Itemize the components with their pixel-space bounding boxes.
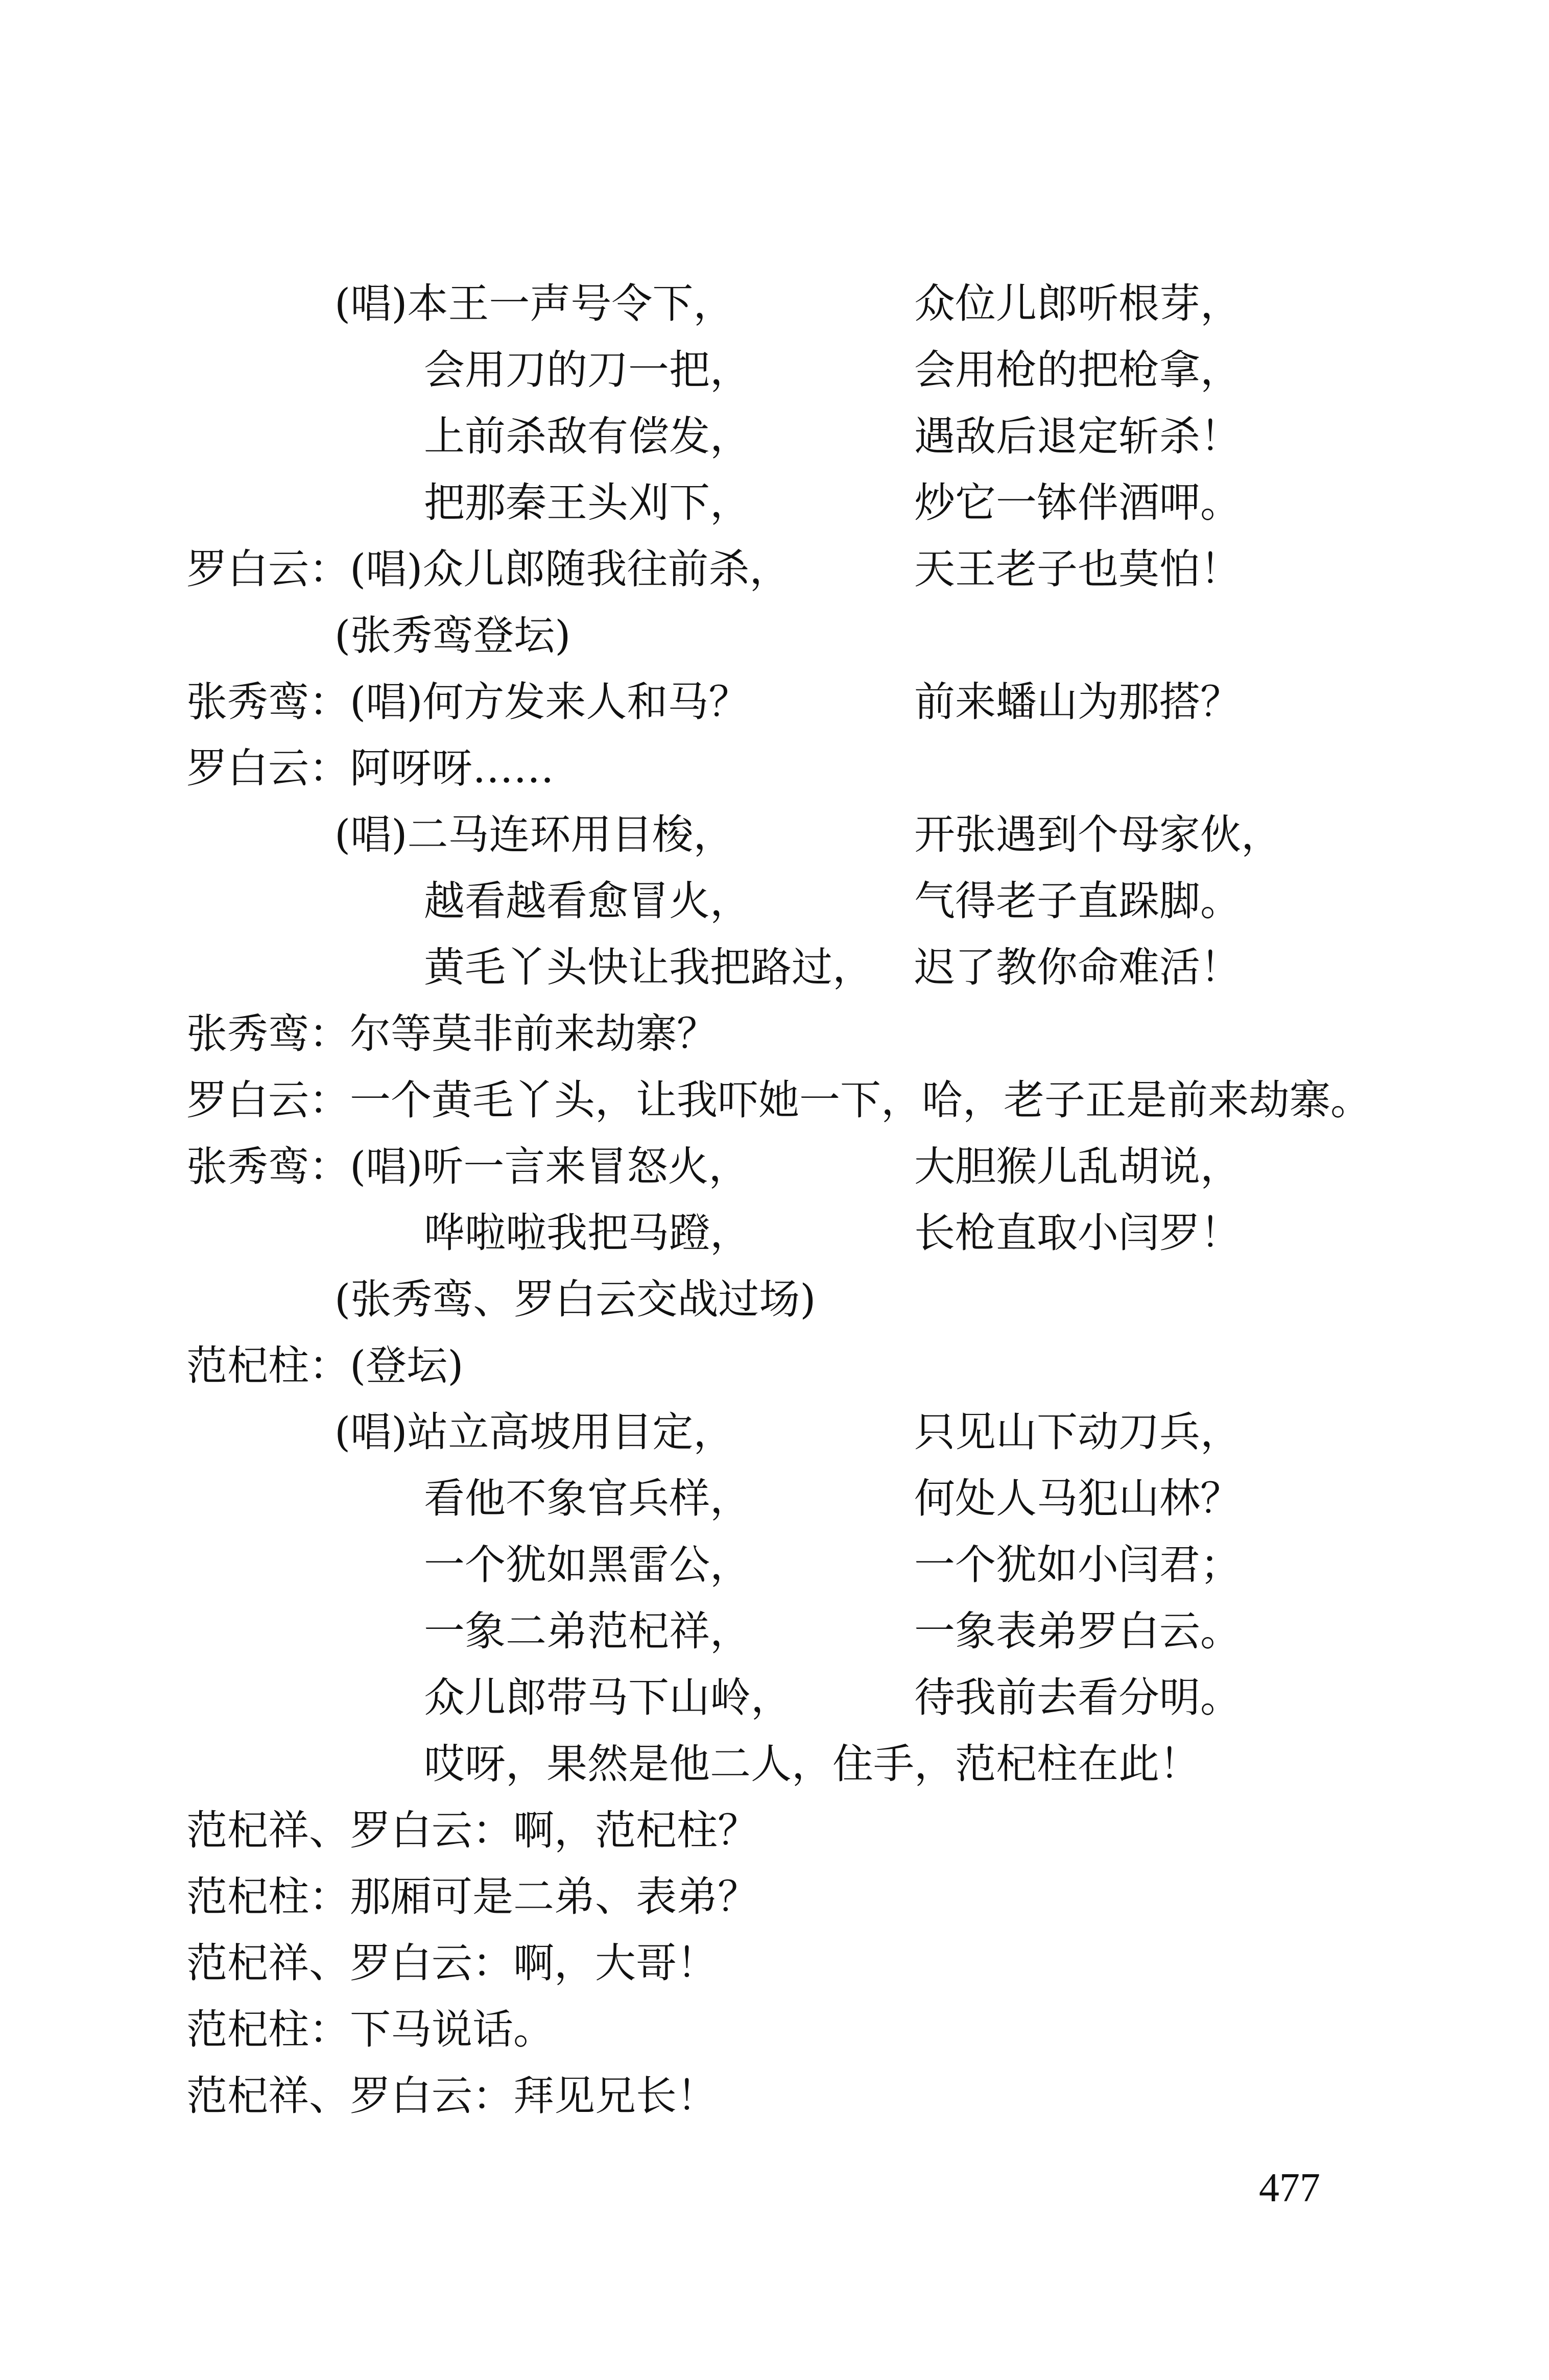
dialogue-text: 范杞柱：那厢可是二弟、表弟？ [186,1873,758,1920]
verse-line [0,868,1549,934]
verse-first-half: 黄毛丫头快让我把路过， [424,944,873,991]
verse-first-half: 哗啦啦我把马蹬， [424,1209,751,1257]
verse-second-half: 前来蟠山为那搭？ [914,678,1241,726]
dialogue-text: 范杞祥、罗白云：啊，大哥！ [186,1939,718,1987]
dialogue-text: 张秀鸾：尔等莫非前来劫寨？ [186,1010,718,1057]
verse-first-half: 张秀鸾：(唱)何方发来人和马？ [186,678,750,726]
verse-line [0,271,1549,337]
dialogue-line [0,1067,1549,1134]
verse-first-half: 上前杀敌有偿发， [424,413,751,460]
verse-second-half: 天王老子也莫怕！ [914,545,1241,593]
verse-second-half: 一个犹如小闫君； [914,1541,1241,1589]
stage-direction [0,1266,1549,1333]
verse-second-half: 众位儿郎听根芽， [914,280,1241,327]
verse-first-half: 众儿郎带马下山岭， [424,1674,792,1721]
dialogue-text: 范杞柱：下马说话。 [186,2006,554,2053]
verse-line [0,1665,1549,1731]
verse-first-half: (唱)站立高坡用目定， [335,1408,734,1456]
dialogue-line [0,1333,1549,1399]
verse-second-half: 待我前去看分明。 [914,1674,1241,1721]
dialogue-line [0,1997,1549,2063]
verse-line [0,1598,1549,1665]
verse-first-half: 会用刀的刀一把， [424,346,751,394]
verse-second-half: 只见山下动刀兵， [914,1408,1241,1456]
verse-first-half: 一个犹如黑雷公， [424,1541,751,1589]
verse-line [0,337,1549,403]
verse-line [0,669,1549,735]
verse-first-half: 罗白云：(唱)众儿郎随我往前杀， [186,545,791,593]
verse-second-half: 气得老子直跺脚。 [914,877,1241,925]
verse-line [0,1465,1549,1532]
verse-first-half: 一象二弟范杞祥， [424,1607,751,1655]
dialogue-line [0,1930,1549,1997]
stage-direction-text: (张秀鸾、罗白云交战过场) [335,1276,816,1323]
page-number: 477 [1259,2166,1320,2210]
verse-line [0,470,1549,536]
verse-line [0,802,1549,868]
verse-line [0,1399,1549,1465]
dialogue-text: 哎呀，果然是他二人，住手，范杞柱在此！ [424,1740,1200,1788]
dialogue-text: 范杞祥、罗白云：拜见兄长！ [186,2072,718,2120]
verse-first-half: 把那秦王头刈下， [424,479,751,526]
dialogue-line [0,2063,1549,2129]
verse-line [0,1532,1549,1598]
verse-second-half: 遇敌后退定斩杀！ [914,413,1241,460]
verse-second-half: 何处人马犯山林？ [914,1475,1241,1522]
dialogue-text: 范杞祥、罗白云：啊，范杞柱？ [186,1807,758,1854]
dialogue-text: 罗白云：一个黄毛丫头，让我吓她一下，哈，老子正是前来劫寨。 [186,1076,1371,1124]
dialogue-line [0,1731,1549,1797]
verse-second-half: 炒它一钵伴酒呷。 [914,479,1241,526]
verse-second-half: 开张遇到个母家伙， [914,811,1282,858]
verse-line [0,934,1549,1001]
dialogue-line [0,1864,1549,1930]
verse-second-half: 迟了教你命难活！ [914,944,1241,991]
verse-second-half: 大胆猴儿乱胡说， [914,1143,1241,1190]
verse-second-half: 会用枪的把枪拿， [914,346,1241,394]
verse-first-half: (唱)二马连环用目梭， [335,811,734,858]
dialogue-text: 范杞柱：(登坛) [186,1342,464,1389]
verse-second-half: 长枪直取小闫罗！ [914,1209,1241,1257]
verse-first-half: (唱)本王一声号令下， [335,280,734,327]
stage-direction-text: (张秀鸾登坛) [335,612,571,659]
dialogue-line [0,1001,1549,1067]
stage-direction [0,603,1549,669]
verse-first-half: 看他不象官兵样， [424,1475,751,1522]
verse-line [0,403,1549,470]
verse-first-half: 张秀鸾：(唱)听一言来冒怒火， [186,1143,750,1190]
dialogue-text: 罗白云：阿呀呀…… [186,744,554,792]
verse-first-half: 越看越看愈冒火， [424,877,751,925]
verse-line [0,1134,1549,1200]
dialogue-line [0,735,1549,802]
verse-second-half: 一象表弟罗白云。 [914,1607,1241,1655]
dialogue-line [0,1797,1549,1864]
verse-line [0,536,1549,603]
verse-line [0,1200,1549,1266]
